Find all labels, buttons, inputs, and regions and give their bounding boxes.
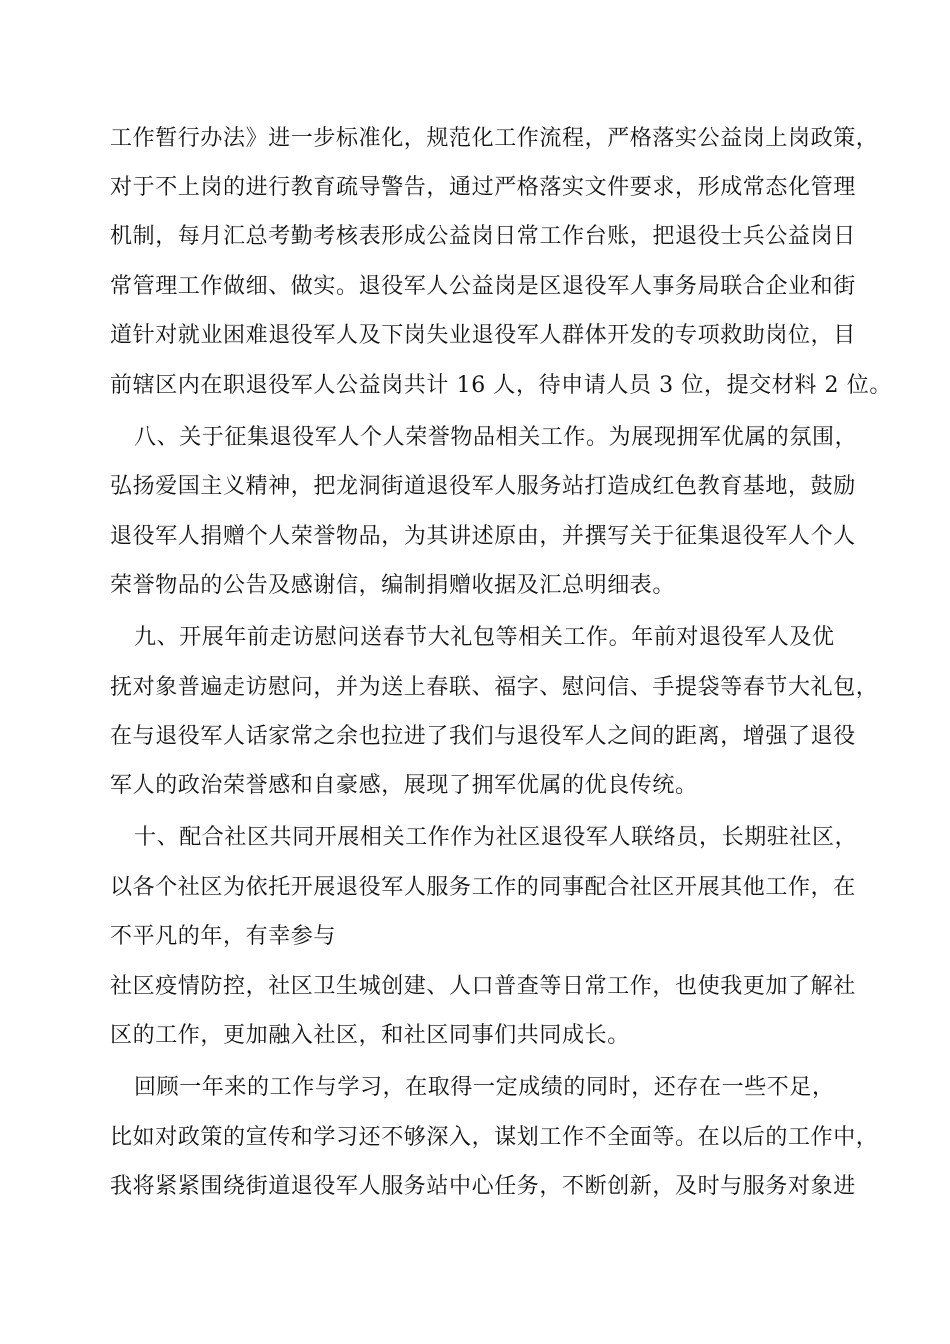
text-line-4: 常管理工作做细、做实。退役军人公益岗是区退役军人事务局联合企业和街 (110, 274, 856, 299)
paragraph-review-line-1: 回顾一年来的工作与学习，在取得一定成绩的同时，还存在一些不足， (134, 1075, 835, 1100)
text-line-2: 对于不上岗的进行教育疏导警告，通过严格落实文件要求，形成常态化管理 (110, 175, 856, 200)
paragraph-review-line-3: 我将紧紧围绕街道退役军人服务站中心任务，不断创新，及时与服务对象进 (110, 1174, 856, 1199)
paragraph-review-line-2: 比如对政策的宣传和学习还不够深入，谋划工作不全面等。在以后的工作中， (110, 1125, 879, 1150)
paragraph-10-line-1: 十、配合社区共同开展相关工作作为社区退役军人联络员，长期驻社区， (134, 825, 858, 850)
paragraph-9-line-4: 军人的政治荣誉感和自豪感，展现了拥军优属的优良传统。 (110, 773, 698, 798)
paragraph-9-line-3: 在与退役军人话家常之余也拉进了我们与退役军人之间的距离，增强了退役 (110, 724, 856, 749)
paragraph-8-line-1: 八、关于征集退役军人个人荣誉物品相关工作。为展现拥军优属的氛围， (134, 425, 858, 450)
paragraph-10-line-3: 不平凡的年，有幸参与 (110, 924, 337, 949)
paragraph-8-line-3: 退役军人捐赠个人荣誉物品，为其讲述原由，并撰写关于征集退役军人个人 (110, 524, 856, 549)
text-line-1: 工作暂行办法》进一步标准化，规范化工作流程，严格落实公益岗上岗政策， (110, 126, 879, 151)
text-line-6: 前辖区内在职退役军人公益岗共计 16 人，待申请人员 3 位，提交材料 2 位。 (110, 373, 892, 398)
text-line-3: 机制，每月汇总考勤考核表形成公益岗日常工作台账，把退役士兵公益岗日 (110, 224, 856, 249)
text-line-5: 道针对就业困难退役军人及下岗失业退役军人群体开发的专项救助岗位，目 (110, 323, 856, 348)
paragraph-9-line-2: 抚对象普遍走访慰问，并为送上春联、福字、慰问信、手提袋等春节大礼包， (110, 675, 879, 700)
paragraph-8-line-4: 荣誉物品的公告及感谢信，编制捐赠收据及汇总明细表。 (110, 573, 676, 598)
paragraph-9-line-1: 九、开展年前走访慰问送春节大礼包等相关工作。年前对退役军人及优 (134, 625, 835, 650)
paragraph-10-line-5: 区的工作，更加融入社区，和社区同事们共同成长。 (110, 1023, 630, 1048)
paragraph-10-line-4: 社区疫情防控，社区卫生城创建、人口普查等日常工作，也使我更加了解社 (110, 974, 856, 999)
paragraph-10-line-2: 以各个社区为依托开展退役军人服务工作的同事配合社区开展其他工作，在 (110, 875, 856, 900)
paragraph-8-line-2: 弘扬爱国主义精神，把龙洞街道退役军人服务站打造成红色教育基地，鼓励 (110, 474, 856, 499)
